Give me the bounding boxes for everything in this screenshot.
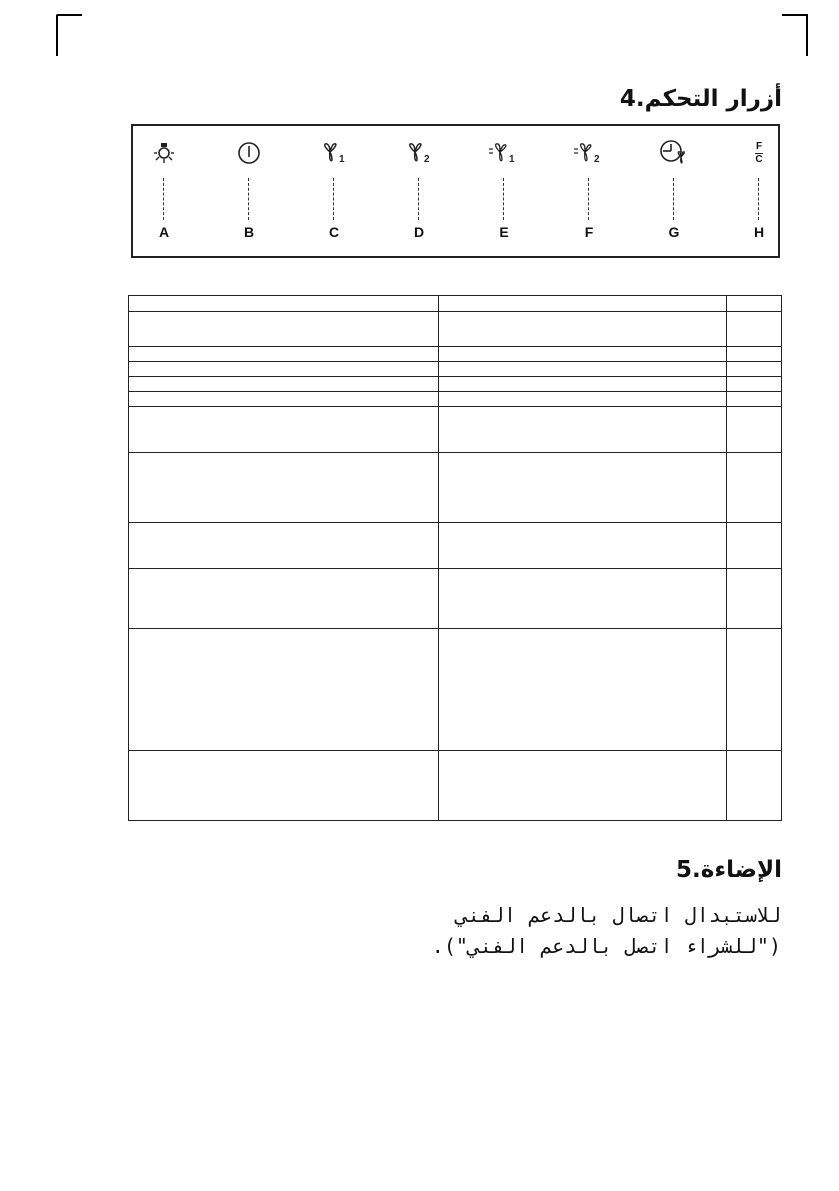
power-icon: [224, 138, 274, 168]
fan-icon: [394, 138, 444, 168]
control-label-a: A: [158, 224, 170, 240]
crop-mark-top-right: [782, 14, 808, 56]
fan-speed-sub: 1: [509, 154, 515, 165]
table-row: [129, 362, 782, 377]
table-row: [129, 523, 782, 569]
control-g: [649, 138, 699, 248]
table-row: [129, 453, 782, 523]
light-icon: [139, 138, 189, 168]
crop-mark-top-left: [56, 14, 82, 56]
lighting-line-2: ("للشراء اتصل بالدعم الفني").: [431, 934, 781, 958]
section-4-heading: [612, 86, 782, 112]
control-d: [394, 138, 444, 248]
control-label-h: H: [753, 224, 765, 240]
control-label-e: E: [499, 224, 509, 240]
control-b: [224, 138, 274, 248]
control-label-c: C: [328, 224, 340, 240]
table-row: [129, 751, 782, 821]
filter-icon-bottom: C: [755, 153, 763, 165]
table-row: [129, 296, 782, 312]
control-label-b: B: [243, 224, 255, 240]
lighting-paragraph: [432, 900, 781, 962]
section-5-heading: [668, 857, 782, 883]
table-row: [129, 629, 782, 751]
table-row: [129, 347, 782, 362]
control-label-f: F: [584, 224, 594, 240]
section-4-number: 4.: [619, 86, 645, 112]
section-4-title: أزرار التحكم: [644, 86, 782, 112]
control-e: [479, 138, 529, 248]
table-row: [129, 312, 782, 347]
table-row: [129, 377, 782, 392]
control-a: [139, 138, 189, 248]
fan-icon: [309, 138, 359, 168]
control-f: [564, 138, 614, 248]
fan-speed-icon: [564, 138, 614, 168]
control-label-d: D: [413, 224, 425, 240]
table-row: [129, 569, 782, 629]
fan-speed-sub: 1: [339, 154, 345, 165]
control-h: [734, 138, 784, 248]
controls-table: [128, 295, 782, 821]
fan-speed-icon: [479, 138, 529, 168]
filter-icon-top: F: [755, 140, 763, 152]
control-c: [309, 138, 359, 248]
fan-speed-sub: 2: [594, 154, 600, 165]
lighting-line-1: للاستبدال اتصال بالدعم الفني: [455, 903, 781, 927]
table-row: [129, 407, 782, 453]
control-label-g: G: [668, 224, 680, 240]
fan-speed-sub: 2: [424, 154, 430, 165]
section-5-title: الإضاءة: [700, 857, 782, 883]
filter-clean-icon: [734, 138, 784, 168]
timer-fan-icon: [649, 138, 699, 168]
control-panel-diagram: [131, 124, 780, 258]
table-row: [129, 392, 782, 407]
section-5-number: 5.: [676, 857, 701, 883]
